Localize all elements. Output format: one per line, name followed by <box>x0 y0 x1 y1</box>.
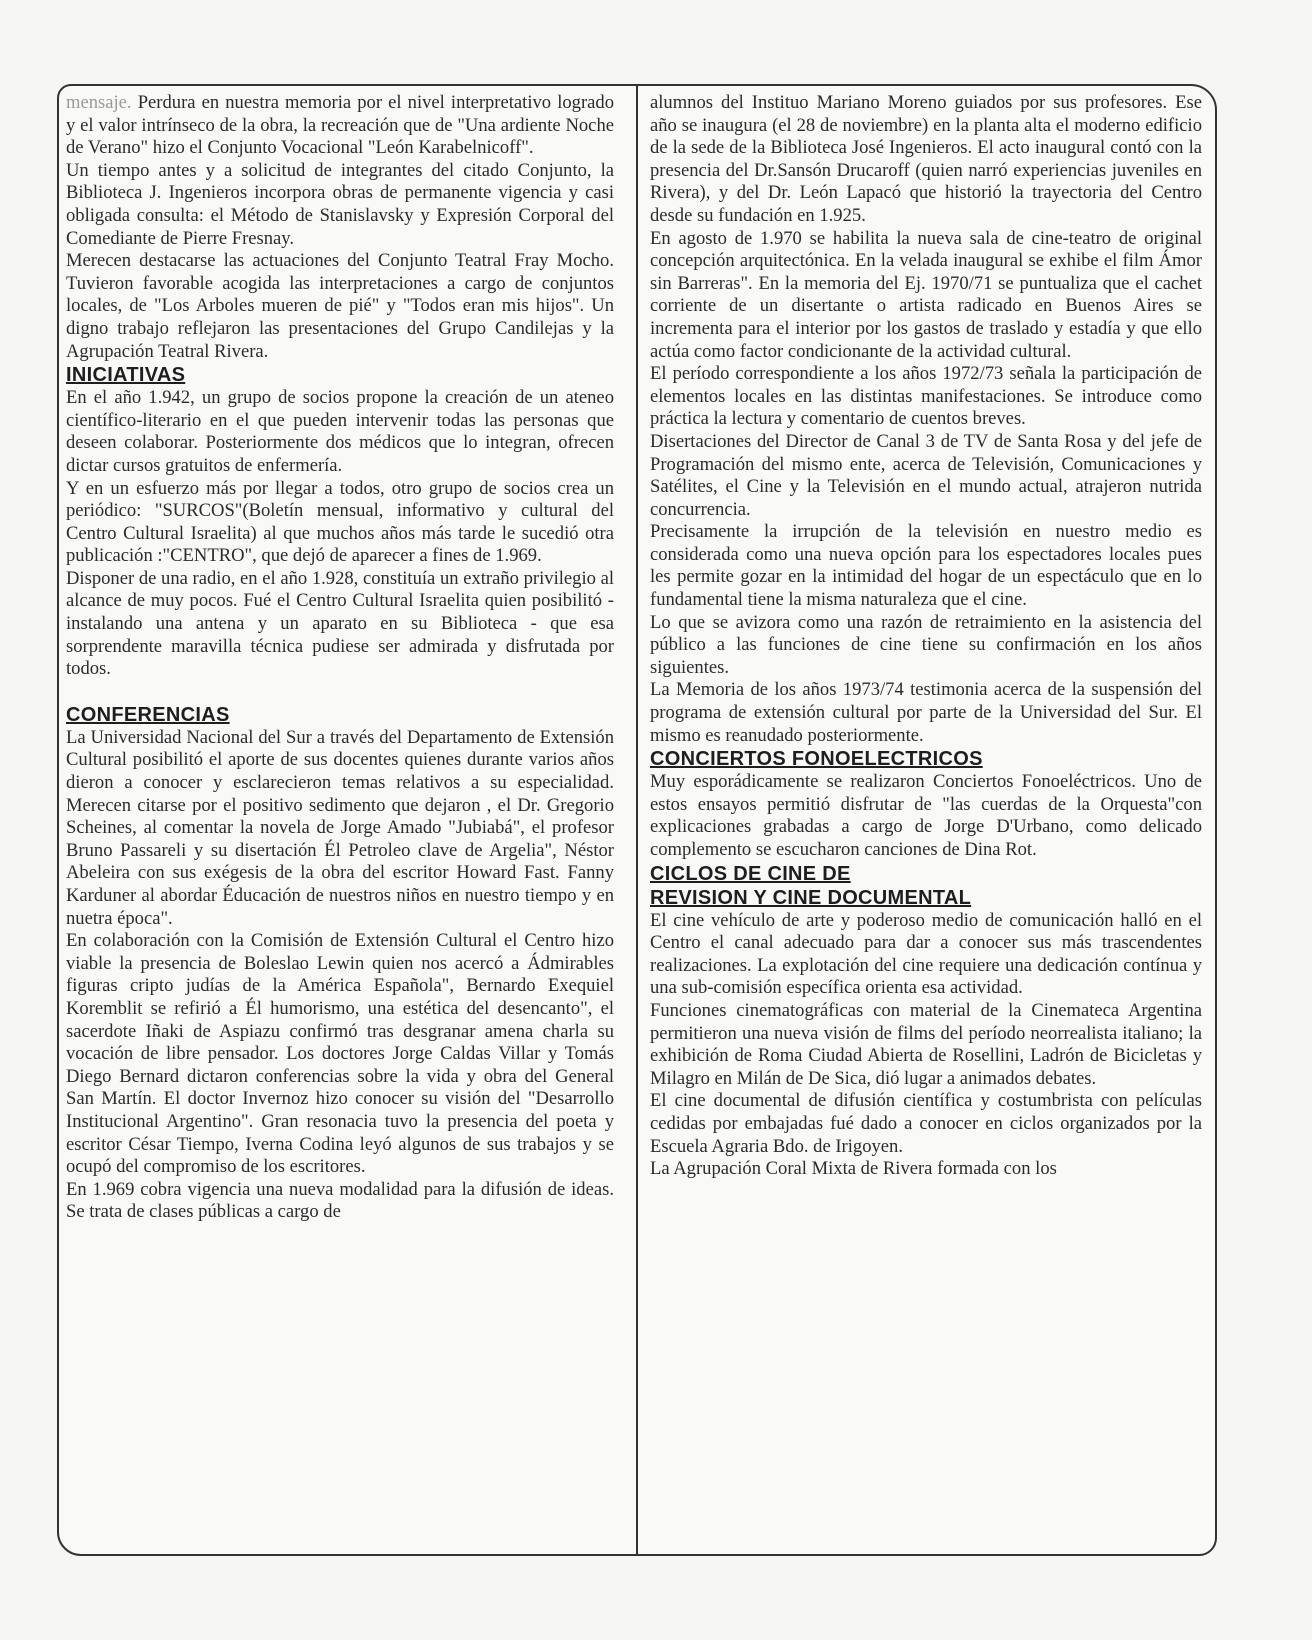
paragraph: En 1.969 cobra vigencia una nueva modalidad para la difusión de ideas. Se trata de clases públicas a cargo de <box>66 1178 614 1223</box>
paragraph: La Agrupación Coral Mixta de Rivera formada con los <box>650 1158 1057 1180</box>
paragraph: El cine documental de difusión científica y costumbrista con películas cedidas por embajadas fué dado a conocer en ciclos organizados por la Escuela Agraria Bdo. de Irigoyen. <box>650 1090 1202 1157</box>
faded-word: mensaje. <box>66 92 132 113</box>
column-divider <box>636 84 638 1556</box>
right-column <box>650 92 1202 1544</box>
left-column <box>66 92 614 1544</box>
paragraph: alumnos del Instituo Mariano Moreno guiados por sus profesores. Ese año se inaugura (el 28 de noviembre) en la planta alta el moderno edificio de la sede de la Biblioteca José Ingenieros. El acto inaugural contó con la presencia del Dr.Sansón Drucaroff (quien narró experiencias juveniles en Rivera), y del Dr. León Lapacó que historió la trayectoria del Centro desde su fundación en 1.925. <box>650 92 1202 226</box>
paragraph: Y en un esfuerzo más por llegar a todos, otro grupo de socios crea un periódico: "SURCOS"(Boletín mensual, informativo y cultural del Centro Cultural Israelita) al que muchos años más tarde le sucedió otra publicación :"CENTRO", que dejó de aparecer a fines de 1.969. <box>66 477 614 567</box>
paragraph: La Universidad Nacional del Sur a través del Departamento de Extensión Cultural posibilitó el aporte de sus docentes quienes durante varios años dieron a conocer y esclarecieron temas relativos a su especialidad. Merecen citarse por el positivo sedimento que dejaron , el Dr. Gregorio Scheines, al comentar la novela de Jorge Amado "Jubiabá", el profesor Bruno Passareli y su disertación Él Petroleo clave de Argelia", Néstor Abeleira con sus exégesis de la obra del escritor Howard Fast. Fanny Karduner al abordar Éducación de nuestros niños en nuestro tiempo y en nuetra época". <box>66 726 614 929</box>
spacer <box>66 681 614 703</box>
paragraph <box>66 92 614 160</box>
section-heading-iniciativas: INICIATIVAS <box>66 364 186 387</box>
paragraph: Disponer de una radio, en el año 1.928, constituía un extraño privilegio al alcance de muy pocos. Fué el Centro Cultural Israelita quien posibilitó - instalando una antena y un aparato en su Biblioteca - que esa sorprendente maravilla técnica pudiese ser admirada y disfrutada por todos. <box>66 567 614 680</box>
paragraph-text: Perdura en nuestra memoria por el nivel interpretativo logrado y el valor intrínseco de la obra, la recreación que de "Una ardiente Noche de Verano" hizo el Conjunto Vocacional "León Karabelnicoff". <box>66 92 614 159</box>
section-heading-conferencias: CONFERENCIAS <box>66 703 230 726</box>
paragraph: Muy esporádicamente se realizaron Conciertos Fonoeléctricos. Uno de estos ensayos permitió disfrutar de "las cuerdas de la Orquesta"con explicaciones grabadas a cargo de Jorge D'Urbano, como delicado complemento se escucharon canciones de Dina Rot. <box>650 771 1202 860</box>
paragraph: En agosto de 1.970 se habilita la nueva sala de cine-teatro de original concepción arquitectónica. En la velada inaugural se exhibe el film Ámor sin Barreras". En la memoria del Ej. 1970/71 se puntualiza que el cachet corriente de un disertante o artista radicado en Buenos Aires se incrementa para el interior por los gastos de traslado y estadía y que ello actúa como factor condicionante de la actividad cultural. <box>650 227 1202 362</box>
paragraph: El cine vehículo de arte y poderoso medio de comunicación halló en el Centro el canal adecuado para dar a conocer sus más trascendentes realizaciones. La explotación del cine requiere una dedicación contínua y una sub-comisión específica orienta esa actividad. <box>650 909 1202 999</box>
paragraph: Funciones cinematográficas con material de la Cinemateca Argentina permitieron una nueva visión de films del período neorrealista italiano; la exhibición de Roma Ciudad Abierta de Rosellini, Ladrón de Bicicletas y Milagro en Milán de De Sica, dió lugar a animados debates. <box>650 999 1202 1089</box>
section-heading-conciertos: CONCIERTOS FONOELECTRICOS <box>650 748 983 771</box>
paragraph: El período correspondiente a los años 1972/73 señala la participación de elementos locales en las distintas manifestaciones. Se introduce como práctica la lectura y comentario de cuentos breves. <box>650 363 1202 430</box>
paragraph: La Memoria de los años 1973/74 testimonia acerca de la suspensión del programa de extensión cultural por parte de la Universidad del Sur. El mismo es reanudado posteriormente. <box>650 679 1202 746</box>
section-heading-ciclos-line2: REVISION Y CINE DOCUMENTAL <box>650 886 972 909</box>
paragraph: Precisamente la irrupción de la televisión en nuestro medio es considerada como una nueva opción para los espectadores locales pues les permite gozar en la intimidad del hogar de un espectáculo que en lo fundamental tiene la misma naturaleza que el cine. <box>650 521 1202 611</box>
paragraph: Un tiempo antes y a solicitud de integrantes del citado Conjunto, la Biblioteca J. Ingenieros incorpora obras de permanente vigencia y casi obligada consulta: el Método de Stanislavsky y Expresión Corporal del Comediante de Pierre Fresnay. <box>66 159 614 249</box>
paragraph: Merecen destacarse las actuaciones del Conjunto Teatral Fray Mocho. Tuvieron favorable acogida las interpretaciones a cargo de conjuntos locales, de "Los Arboles mueren de pié" y "Todos eran mis hijos". Un digno trabajo reflejaron las presentaciones del Grupo Candilejas y la Agrupación Teatral Rivera. <box>66 250 614 362</box>
paragraph: En el año 1.942, un grupo de socios propone la creación de un ateneo científico-literario en el que pueden intervenir todas las personas que deseen colaborar. Posteriormente dos médicos que lo integran, ofrecen dictar cursos gratuitos de enfermería. <box>66 387 614 476</box>
paragraph: Disertaciones del Director de Canal 3 de TV de Santa Rosa y del jefe de Programación del mismo ente, acerca de Televisión, Comunicaciones y Satélites, el Cine y la Televisión en el mundo actual, atrajeron nutrida concurrencia. <box>650 430 1202 520</box>
paragraph: En colaboración con la Comisión de Extensión Cultural el Centro hizo viable la presencia de Boleslao Lewin quien nos acercó a Ádmirables figuras cripto judías de la América Española", Bernardo Exequiel Koremblit se refirió a Él humorismo, una estética del desencanto", el sacerdote Iñaki de Aspiazu confirmó tras desgranar amena charla su vocación de libre pensador. Los doctores Jorge Caldas Villar y Tomás Diego Bernard dictaron conferencias sobre la vida y obra del General San Martín. El doctor Invernoz hizo conocer su visión del "Desarrollo Institucional Argentino". Gran resonacia tuvo la presencia del poeta y escritor César Tiempo, Iverna Codina leyó algunos de sus trabajos y se ocupó del compromiso de los escritores. <box>66 930 614 1178</box>
paragraph: Lo que se avizora como una razón de retraimiento en la asistencia del público a las funciones de cine tiene su confirmación en los años siguientes. <box>650 611 1202 678</box>
section-heading-ciclos-line1: CICLOS DE CINE DE <box>650 862 851 885</box>
